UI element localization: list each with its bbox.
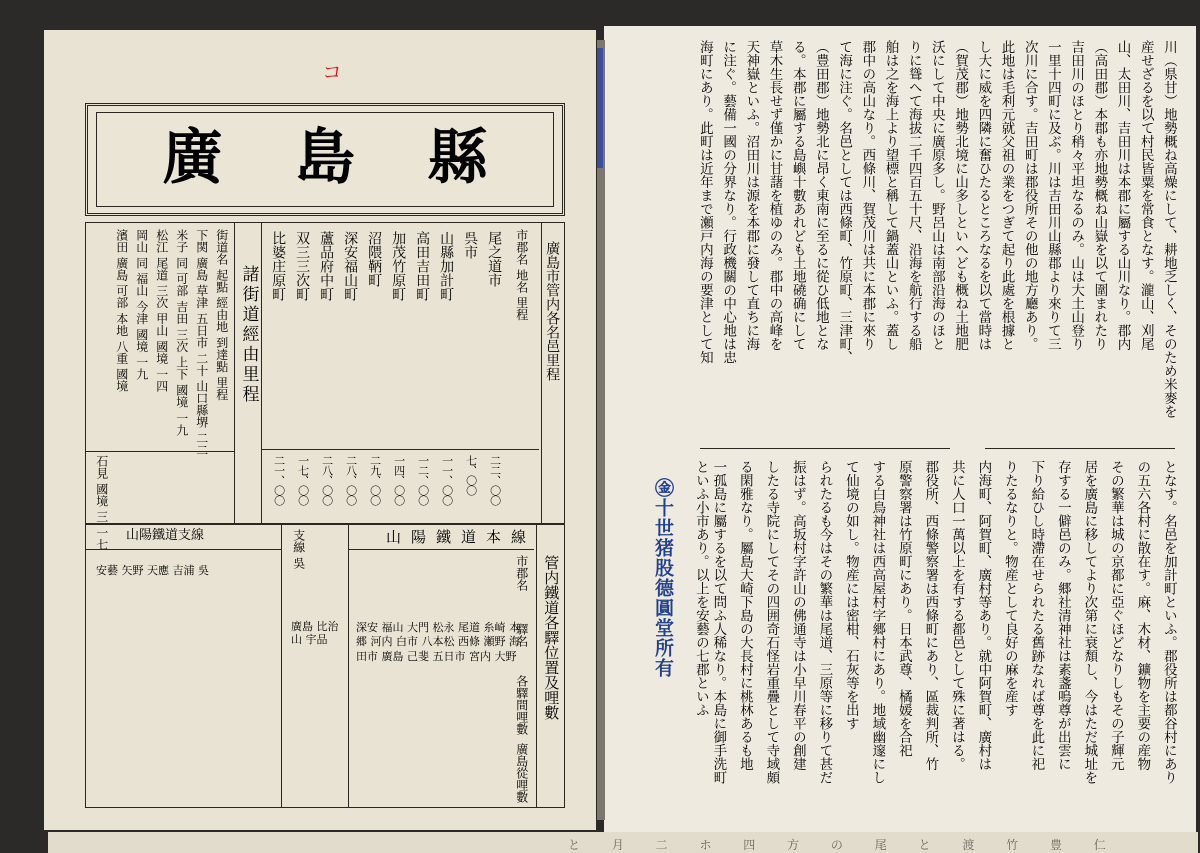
text-column: に注ぐ。藝備一國の分界なり。行政機關の中心地は忠 bbox=[720, 40, 737, 364]
road-row: 岡山 同 福山 今津 國境 一九 bbox=[134, 229, 149, 381]
divider bbox=[541, 223, 542, 523]
road-row: 松江 尾道 三次 甲山 國境 一四 bbox=[154, 229, 169, 393]
divider bbox=[261, 449, 539, 450]
text-column: 沃にして中央に廣原多し。野呂山は南部沿海のほと bbox=[928, 40, 945, 351]
town-row-dist: 一七、〇〇 bbox=[296, 455, 310, 505]
road-table-heading: 諸街道經由里程 bbox=[238, 265, 259, 405]
rail-main-line: 山陽鐵道本線 bbox=[386, 528, 537, 546]
town-table-heading: 廣島市管内各名邑里程 bbox=[544, 241, 561, 381]
text-column: 郡中の高山なり。西條川、賀茂川は共に本郡に來り bbox=[859, 40, 876, 351]
text-column: て仙境の如し。物産には密柑、石灰等を出す bbox=[842, 460, 859, 730]
town-row-dist: 二九、〇〇 bbox=[368, 455, 382, 505]
text-column: （高田郡）本郡も亦地勢概ね山嶽を以て圍まれたり bbox=[1091, 40, 1108, 351]
text-column: る。本郡に屬する島嶼十數あれども土地磽确にして bbox=[789, 40, 806, 351]
publisher-stamp: ㊎十世猪股德圓堂所有 bbox=[652, 478, 674, 678]
text-column: 原警察署は竹原町にあり。日本武尊、橘媛を合祀 bbox=[895, 460, 912, 757]
rail-col-header: 驛名 bbox=[514, 623, 529, 647]
rail-branch-stations: 廣島 比治山 宇品 bbox=[291, 620, 339, 646]
text-column: 一里十四町に及ぶ。川は吉田川山縣郡より來りて三 bbox=[1044, 40, 1061, 351]
handwritten-mark: コ bbox=[322, 60, 342, 84]
town-row-place: 呉市 bbox=[462, 231, 479, 259]
text-column: て海に注ぐ。名邑としては西條町、竹原町、三津町、 bbox=[836, 40, 853, 364]
divider bbox=[261, 223, 262, 523]
text-column: 舶は之を海上より望標と稱して鍋蓋山といふ。蓋し bbox=[882, 40, 899, 351]
text-column: 川（県甘）地勢概ね高燥にして、耕地乏しく、そのため米麥を bbox=[1160, 40, 1177, 418]
text-column: 草木生長せず僅かに甘藷を植ゆのみ。郡中の高峰を bbox=[766, 40, 783, 351]
text-column: の五六各村に散在す。麻、木材、鑛物を主要の産物 bbox=[1134, 460, 1151, 771]
title-char: 縣 bbox=[427, 123, 488, 193]
town-row-place: 加茂竹原町 bbox=[390, 231, 407, 301]
text-column: 山、太田川、吉田川は本郡に屬する山川なり。郡内 bbox=[1114, 40, 1131, 351]
rail-table bbox=[85, 524, 565, 808]
text-column: する白鳥神社は西高屋村字郷村にあり。地域幽邃にし bbox=[869, 460, 886, 784]
rail-col-header: 各驛間哩數 bbox=[514, 675, 529, 735]
bottom-page-strip bbox=[48, 832, 1198, 853]
text-column: 此地は毛利元就父祖の業をつぎて起り此處を根據と bbox=[998, 40, 1015, 351]
text-column: 海町にあり。此町は近年まで瀬戸内海の要津として知 bbox=[696, 40, 713, 364]
town-row-place: 尾之道市 bbox=[486, 231, 503, 287]
divider bbox=[348, 549, 534, 550]
text-column: る閑雅なり。屬島大崎下島の大長村に桃林あるも地 bbox=[736, 460, 753, 771]
text-column: 存する一僻邑のみ。郷社清神社は素盞嗚尊が出雲に bbox=[1054, 460, 1071, 771]
text-column: その繁華は城の京都に亞ぐほどなりしもその子輝元 bbox=[1107, 460, 1124, 771]
text-column: 次川に合す。吉田町は郡役所その他の地方廳あり。 bbox=[1021, 40, 1038, 351]
town-row-dist: 一四、〇〇 bbox=[392, 455, 406, 505]
text-column: となす。名邑を加計町といふ。郡役所は都谷村にあり bbox=[1160, 460, 1177, 784]
text-column: られたるも今はその繁華は尾道、三原等に移りて甚だ bbox=[816, 460, 833, 784]
text-column: といふ小市あり。以上を安藝の七郡といふ bbox=[692, 460, 709, 717]
title-box bbox=[85, 103, 565, 216]
divider bbox=[234, 223, 235, 523]
town-row-dist: 一二、〇〇 bbox=[416, 455, 430, 505]
title-char: 島 bbox=[294, 123, 355, 193]
road-table-header: 街道名 起點 經由地 到達點 里程 bbox=[214, 229, 229, 401]
road-row: 石見 國境 三 一七 bbox=[94, 455, 109, 551]
binding-blue-band bbox=[597, 48, 603, 168]
text-column: 振はず。高坂村字許山の佛通寺は小早川春平の創建 bbox=[789, 460, 806, 771]
road-row: 米子 同 可部 吉田 三次 上下 國境 一九 bbox=[174, 229, 189, 436]
text-column: 共に人口一萬以上を有する都邑として殊に著はる。 bbox=[948, 460, 965, 771]
town-row-place: 山縣加計町 bbox=[438, 231, 455, 301]
rail-branch-line-2: 山陽鐵道支線 bbox=[126, 528, 205, 543]
title-char: 廣 bbox=[162, 123, 223, 193]
town-row-place: 深安福山町 bbox=[342, 231, 359, 301]
text-column: 産せざるを以て村民皆粟を常食となす。瀧山、刈尾 bbox=[1137, 40, 1154, 351]
rail-table-heading: 管内鐵道各驛位置及哩數 bbox=[542, 555, 561, 720]
rail-kure-stations: 安藝 矢野 天應 吉浦 吳 bbox=[96, 564, 209, 577]
text-column: 一孤島に屬するを以て問ふ人稀なり。本島に御手洗町 bbox=[710, 460, 727, 784]
rail-col-header: 市郡名 bbox=[514, 555, 529, 591]
rail-branch-line: 支線 吳 bbox=[291, 529, 306, 569]
divider bbox=[86, 451, 234, 452]
town-row-dist: 二一、〇〇 bbox=[272, 455, 286, 505]
town-table-header: 市郡名 地名 里程 bbox=[514, 229, 529, 321]
road-row: 下関 廣島 草津 五日市 二十 山口縣堺 二二 bbox=[194, 229, 209, 456]
text-column: （豊田郡）地勢北に昂く東南に至るに從ひ低地とな bbox=[812, 40, 829, 351]
town-row-dist: 七、〇〇 bbox=[464, 455, 478, 495]
town-row-place: 高田吉田町 bbox=[414, 231, 431, 301]
text-column: 郡役所、西條警察署は西條町にあり、區裁判所、竹 bbox=[922, 460, 939, 771]
text-column: りたるなりと。物産として良好の麻を産す bbox=[1001, 460, 1018, 717]
rail-main-stations: 深安 福山 大門 松永 尾道 糸崎 本郷 河内 白市 八本松 西條 瀬野 海田市 廣島 己斐 五日市 宮内 大野 bbox=[356, 621, 520, 663]
page-title bbox=[88, 123, 562, 193]
town-row-dist: 二八、〇〇 bbox=[344, 455, 358, 505]
text-column: 天神嶽といふ。沼田川は源を本郡に發して直ちに海 bbox=[743, 40, 760, 351]
rail-col-header: 廣島從哩數 bbox=[514, 743, 529, 803]
section-rule bbox=[985, 448, 1175, 449]
text-column: りに聳へて海拔二千四百五十尺、沿海を航行する船 bbox=[905, 40, 922, 351]
divider bbox=[86, 549, 281, 550]
divider bbox=[281, 525, 282, 807]
divider bbox=[348, 525, 349, 807]
text-column: 吉田川のほとり稍々平坦なるのみ。山は大土山登り bbox=[1068, 40, 1085, 351]
town-row-dist: 一一、〇〇 bbox=[440, 455, 454, 505]
town-row-place: 沼隈鞆町 bbox=[366, 231, 383, 287]
town-row-dist: 二二、〇〇 bbox=[488, 455, 502, 505]
section-rule bbox=[700, 448, 950, 449]
town-row-place: 蘆品府中町 bbox=[318, 231, 335, 301]
road-row: 濱田 廣島 可部 本地 八重 國境 bbox=[114, 229, 129, 393]
divider bbox=[536, 525, 537, 807]
text-column: 内海町、阿賀町、廣村等あり。就中阿賀町、廣村は bbox=[975, 460, 992, 771]
text-column: したる寺院にしてその四囲奇石怪岩重疊として寺域頗 bbox=[763, 460, 780, 784]
bottom-strip-text: と 月 二 ホ 四 方 の 尾 と 渡 竹 豊 仁 bbox=[568, 838, 1120, 852]
town-row-dist: 二八、〇〇 bbox=[320, 455, 334, 505]
text-column: （賀茂郡）地勢北境に山多しといへども概ね土地肥 bbox=[952, 40, 969, 351]
text-column: 下り給ひし時滯在せられたる舊跡なれば尊を此に祀 bbox=[1028, 460, 1045, 771]
town-row-place: 双三三次町 bbox=[294, 231, 311, 301]
town-row-place: 比婆庄原町 bbox=[270, 231, 287, 301]
text-column: し大に威を四隣に奮ひたるところなるを以て當時は bbox=[975, 40, 992, 351]
text-column: 居を廣島に移してより次第に衰頽し、今はただ城址を bbox=[1081, 460, 1098, 784]
